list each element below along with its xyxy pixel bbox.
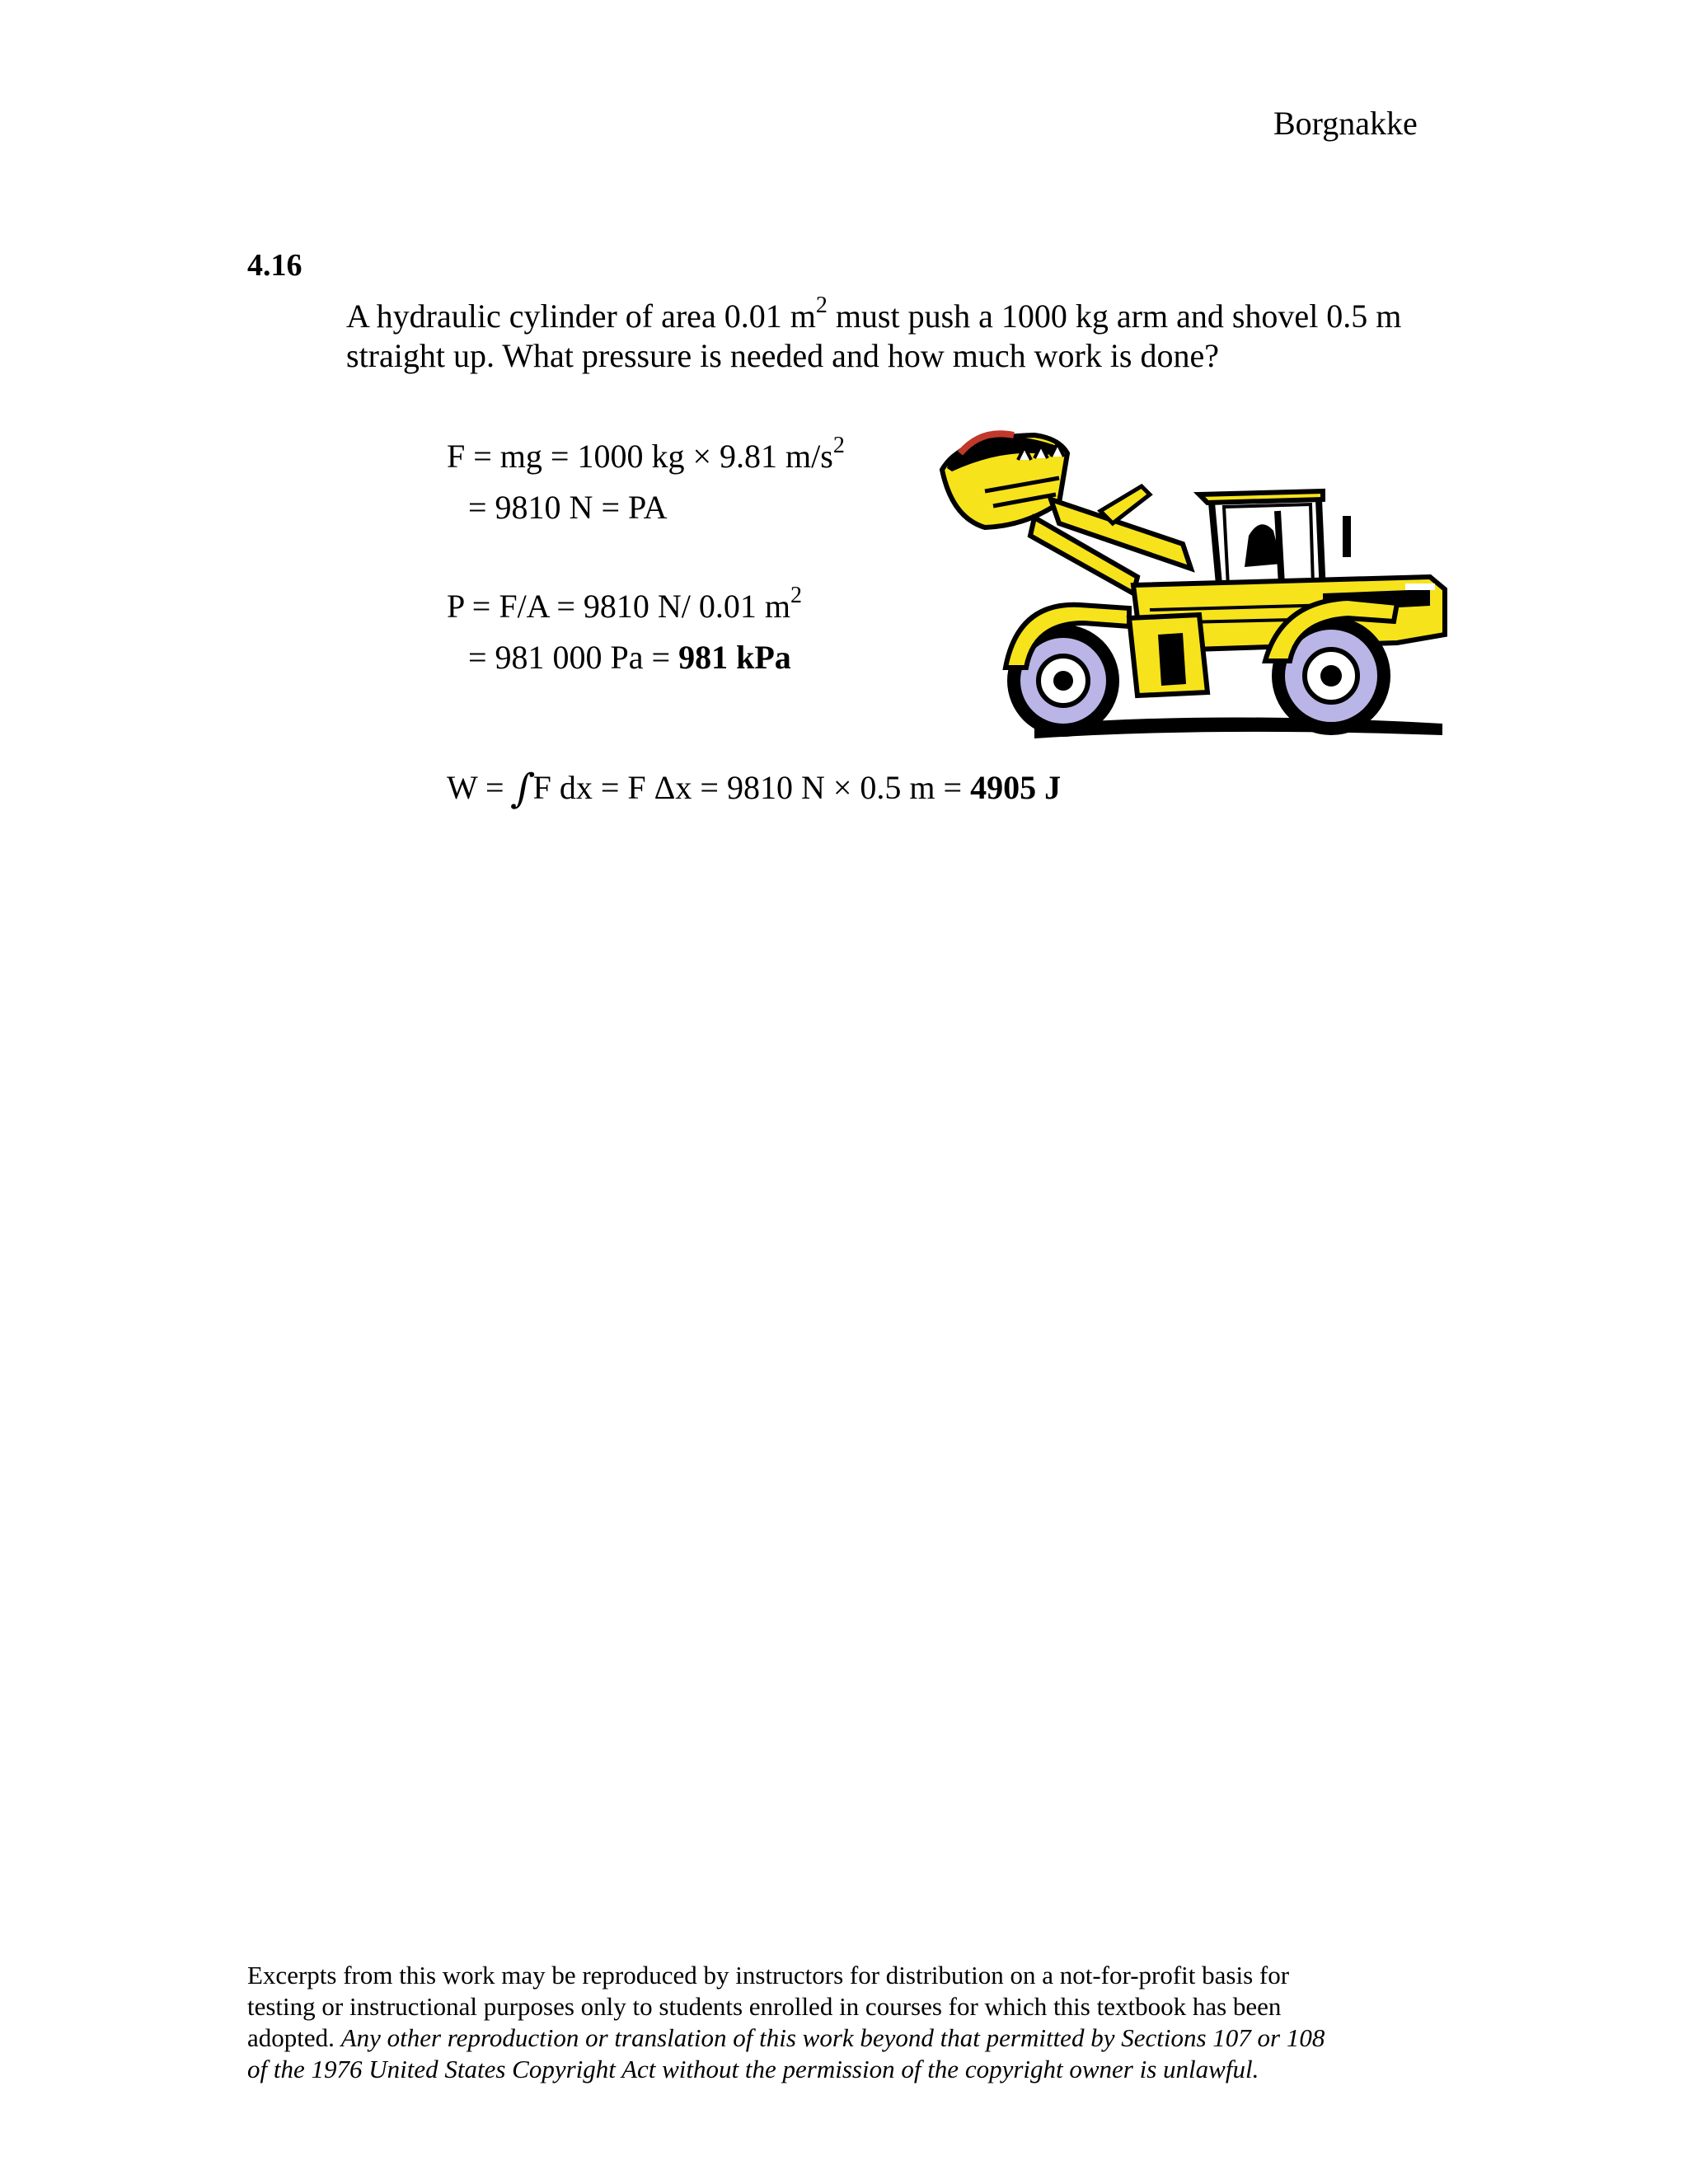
copyright-line-2: testing or instructional purposes only to students enrolled in courses for which this textbook has been	[247, 1992, 1282, 2021]
author-name: Borgnakke	[1273, 105, 1418, 142]
force-result: = 9810 N = PA	[468, 489, 668, 526]
work-answer: 4905 J	[970, 769, 1062, 806]
superscript: 2	[815, 293, 828, 318]
equation-text: = 981 000 Pa =	[468, 639, 679, 676]
force-equation	[447, 433, 845, 476]
integral-sign: ∫	[509, 766, 537, 812]
pressure-answer: 981 kPa	[678, 639, 791, 676]
copyright-italic-text: Any other reproduction or translation of this work beyond that permitted by Sections 107 or 108	[340, 2023, 1325, 2052]
superscript: 2	[832, 433, 845, 458]
work-equation	[447, 762, 1062, 812]
copyright-notice	[247, 1960, 1467, 2085]
copyright-italic-text: of the 1976 United States Copyright Act without the permission of the copyright owner is unlawful.	[247, 2055, 1259, 2083]
pressure-result	[468, 638, 791, 677]
equation-text: W =	[447, 769, 513, 806]
problem-number: 4.16	[247, 248, 302, 283]
equation-text: P = F/A = 9810 N/ 0.01 m	[447, 588, 791, 625]
pressure-equation	[447, 583, 803, 626]
equation-text: F = mg = 1000 kg × 9.81 m/s	[447, 438, 833, 475]
copyright-text: adopted.	[247, 2023, 341, 2052]
equation-text: F dx = F Δx = 9810 N × 0.5 m =	[532, 769, 971, 806]
copyright-line-4	[247, 2054, 1467, 2085]
wheel-loader-icon	[935, 420, 1451, 750]
problem-statement	[346, 293, 1402, 376]
statement-text: A hydraulic cylinder of area 0.01 m	[346, 298, 816, 335]
copyright-line-3	[247, 2022, 1467, 2054]
problem-statement-line-1	[346, 293, 1402, 336]
superscript: 2	[790, 583, 803, 608]
copyright-line-1: Excerpts from this work may be reproduced by instructors for distribution on a not-for-profit basis for	[247, 1961, 1290, 1990]
problem-statement-line-2: straight up. What pressure is needed and how much work is done?	[346, 337, 1220, 374]
statement-text: must push a 1000 kg arm and shovel 0.5 m	[827, 298, 1402, 335]
